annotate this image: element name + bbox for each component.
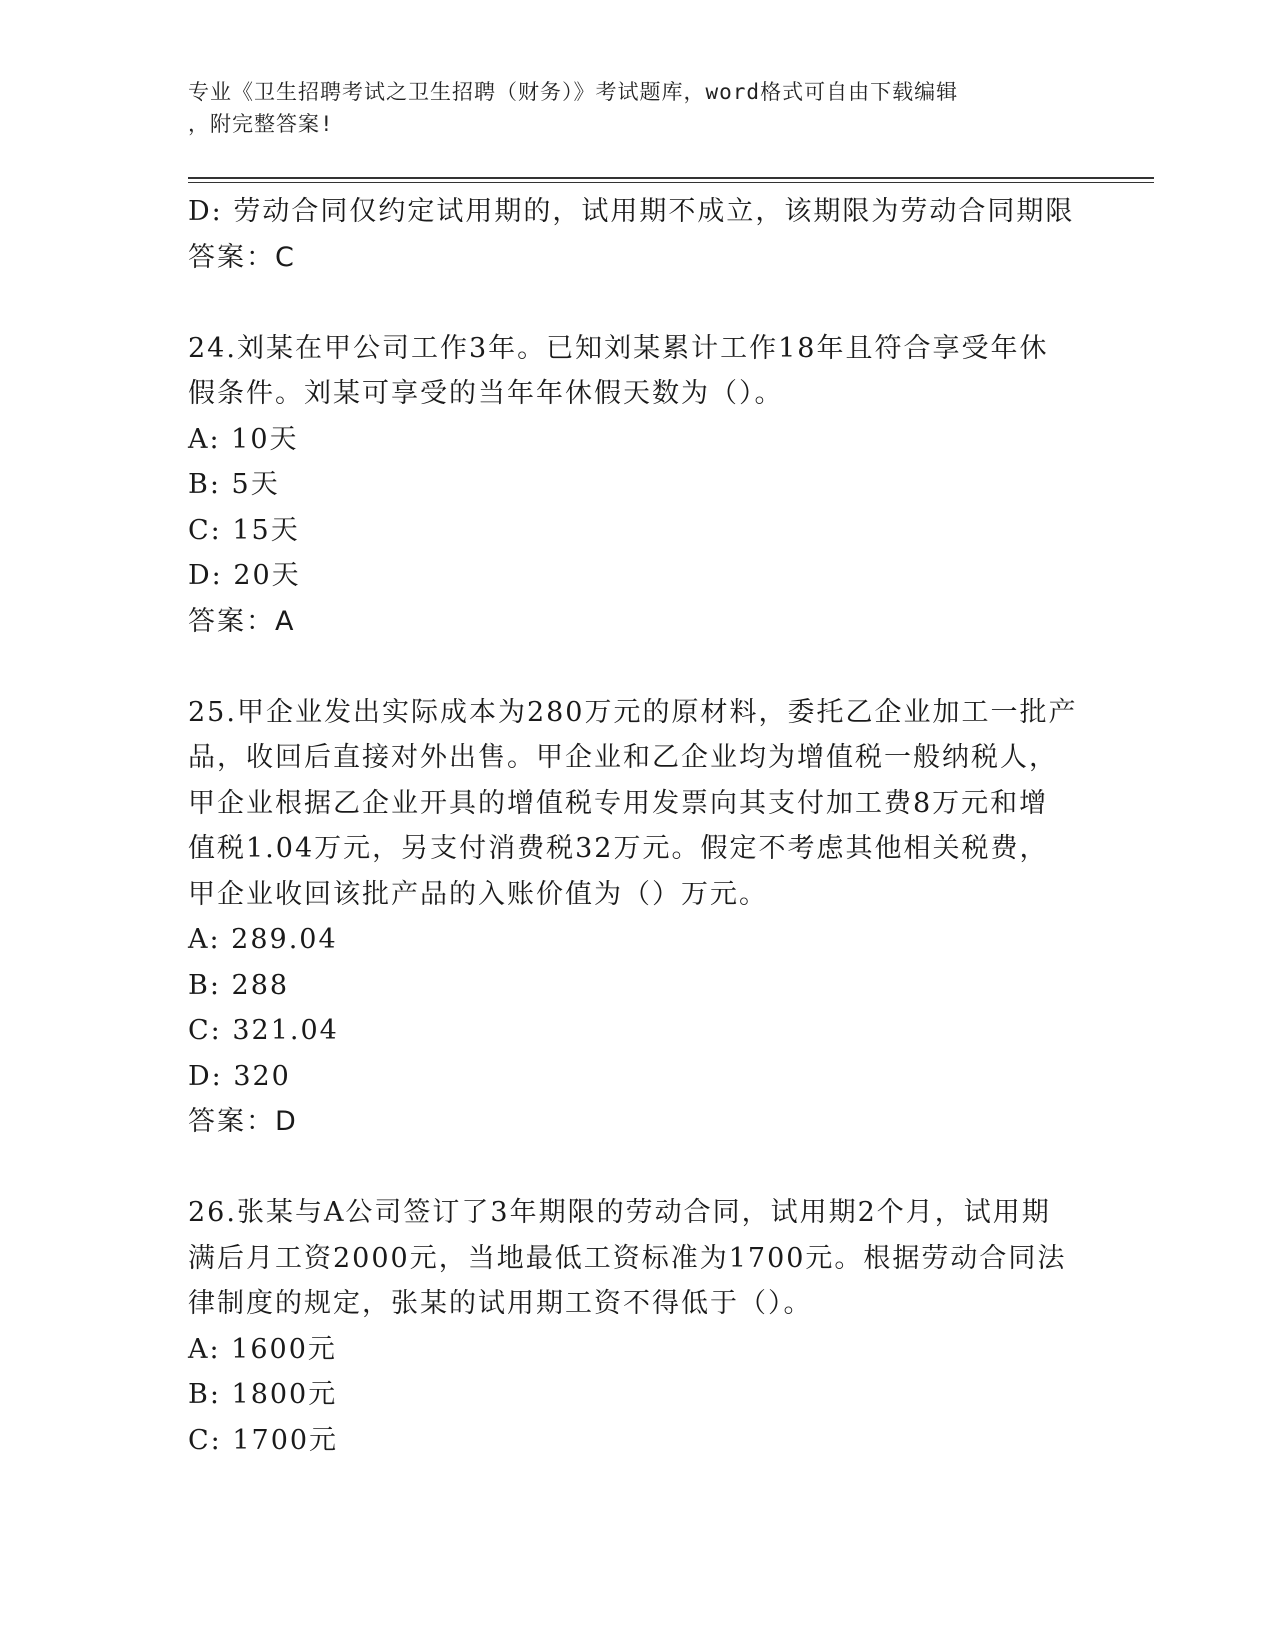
answer-line: 答案：C <box>188 241 296 273</box>
question-spacer <box>188 280 1088 326</box>
header-divider-thick <box>188 177 1154 179</box>
option-b: B: 288 <box>188 969 290 1001</box>
question-spacer <box>188 644 1088 690</box>
question-spacer <box>188 1145 1088 1191</box>
question-text-line: 值税1.04万元，另支付消费税32万元。假定不考虑其他相关税费， <box>188 833 1049 864</box>
question-text-line: 26.张某与A公司签订了3年期限的劳动合同，试用期2个月，试用期 <box>188 1197 1051 1228</box>
option-c: C: 321.04 <box>188 1015 339 1046</box>
question-text-line: 甲企业收回该批产品的入账价值为（）万元。 <box>188 878 768 910</box>
option-c: C: 1700元 <box>188 1424 339 1456</box>
document-header <box>188 76 1088 140</box>
option-c: C: 15天 <box>188 514 300 546</box>
option-a: A: 289.04 <box>188 924 338 955</box>
option-d: D: 20天 <box>188 560 301 591</box>
question-text-line: 甲企业根据乙企业开具的增值税专用发票向其支付加工费8万元和增 <box>188 787 1049 819</box>
question-text-line: 24.刘某在甲公司工作3年。已知刘某累计工作18年且符合享受年休 <box>188 332 1049 364</box>
question-text-line: 律制度的规定，张某的试用期工资不得低于（）。 <box>188 1288 813 1319</box>
question-text-line: 品，收回后直接对外出售。甲企业和乙企业均为增值税一般纳税人， <box>188 742 1058 773</box>
previous-question-tail <box>188 189 1088 280</box>
option-b: B: 1800元 <box>188 1379 338 1410</box>
option-a: A: 1600元 <box>188 1333 337 1365</box>
answer-line: 答案：D <box>188 1106 298 1137</box>
question-26 <box>188 1190 1088 1463</box>
answer-line: 答案：A <box>188 605 296 637</box>
option-a: A: 10天 <box>188 423 299 455</box>
question-text-line: 假条件。刘某可享受的当年年休假天数为（）。 <box>188 378 784 409</box>
question-text-line: 25.甲企业发出实际成本为280万元的原材料，委托乙企业加工一批产 <box>188 696 1078 728</box>
option-d: D: 320 <box>188 1060 291 1092</box>
question-25 <box>188 690 1088 1145</box>
header-divider-thin <box>188 182 1154 183</box>
question-list <box>188 189 1088 1463</box>
question-24 <box>188 326 1088 645</box>
option-b: B: 5天 <box>188 469 280 500</box>
header-line-1: 专业《卫生招聘考试之卫生招聘（财务）》考试题库，word格式可自由下载编辑 <box>188 80 959 104</box>
header-line-2: ，附完整答案! <box>188 112 334 136</box>
question-text-line: 满后月工资2000元，当地最低工资标准为1700元。根据劳动合同法 <box>188 1242 1067 1274</box>
option-d: D: 劳动合同仅约定试用期的，试用期不成立，该期限为劳动合同期限 <box>188 196 1075 227</box>
